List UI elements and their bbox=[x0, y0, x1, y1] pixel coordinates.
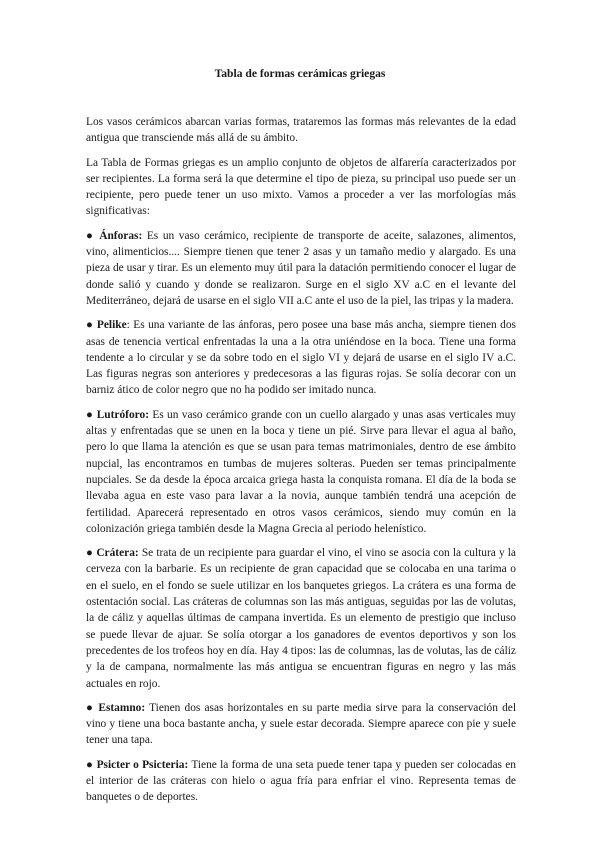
intro-paragraph: Los vasos cerámicos abarcan varias formas, trataremos las formas más relevantes de la edad antigua que transciende más allá de su ámbito. bbox=[86, 116, 516, 145]
section-term: Psicter o Psicteria: bbox=[96, 758, 189, 771]
section-cratera bbox=[86, 545, 516, 692]
section-text: Tienen dos asas horizontales en su parte media sirve para la conservación del vino y tiene una boca bastante ancha, y suele estar decorada. Siempre aparece con pie y suele tener una tapa. bbox=[86, 701, 516, 747]
section-term: Ánforas: bbox=[99, 229, 143, 242]
section-lutroforo bbox=[86, 407, 516, 537]
section-term: Lutróforo: bbox=[96, 408, 149, 421]
section-text: Es un vaso cerámico grande con un cuello alargado y unas asas verticales muy altas y enfrentadas que se unen en la boca y tiene un pié. Sirve para llevar el agua al baño, pero lo que llama la atención es que se usan para temas matrimoniales, dentro de ese ámbito nupcial, las encontramos en tumbas de mujeres solteras. Pueden ser temas principalmente nupciales. Se da desde la época arcaica griega hasta la conquista romana. El día de la boda se llevaba agua en este vaso para lavar a la novia, aunque también tendrá una acepción de fertilidad. Aparecerá representado en otros vasos cerámicos, siendo muy común en la colonización griega también desde la Magna Grecia al periodo helenístico. bbox=[86, 408, 516, 535]
section-term: Pelike bbox=[96, 319, 127, 332]
bullet-icon: ● bbox=[86, 229, 95, 242]
section-term: Crátera: bbox=[96, 547, 139, 560]
section-text: : Es una variante de las ánforas, pero posee una base más ancha, siempre tienen dos asas de tenencia vertical enfrentadas la una a la otra uniéndose en la boca. Tiene una forma tendente a lo circular y se da sobre todo en el siglo VI y dejará de usarse en el siglo IV a.C. Las figuras negras son anteriores y predecesoras a las figuras rojas. Se solía decorar con un barniz ático de color negro que no ha podido ser imitado nunca. bbox=[86, 319, 516, 397]
section-text: Se trata de un recipiente para guardar el vino, el vino se asocia con la cultura y la cerveza con la barbarie. Es un recipiente de gran capacidad que se colocaba en una tarima o en el suelo, en el fondo se suele utilizar en los banquetes griegos. La crátera es una forma de ostentación social. Las cráteras de columnas son las más antiguas, seguidas por las de volutas, la de cáliz y aquellas últimas de campana invertida. Es un elemento de prestigio que incluso se puede llevar de ajuar. Se solía otorgar a los ganadores de eventos deportivos y son los precedentes de los trofeos hoy en día. Hay 4 tipos: las de columnas, las de volutas, las de cáliz y la de campana, normalmente las más antigua se encuentran figuras en negro y las más actuales en rojo. bbox=[86, 547, 516, 690]
bullet-icon: ● bbox=[86, 319, 94, 332]
section-text: Es un vaso cerámico, recipiente de transporte de aceite, salazones, alimentos, vino, alimenticios.... Siempre tienen que tener 2 asas y un tamaño medio y alargado. Es una pieza de usar y tirar. Es un elemento muy útil para la datación permitiendo conocer el lugar de donde salió y cuando y donde se realizaron. Surge en el siglo XV a.C en el levante del Mediterráneo, dejará de usarse en el siglo VII a.C ante el uso de la piel, las tripas y la madera. bbox=[86, 229, 516, 307]
document-title: Tabla de formas cerámicas griegas bbox=[214, 67, 386, 80]
bullet-icon: ● bbox=[86, 701, 95, 714]
section-psicter bbox=[86, 757, 516, 806]
section-estamno bbox=[86, 700, 516, 749]
bullet-icon: ● bbox=[86, 547, 94, 560]
bullet-icon: ● bbox=[86, 758, 94, 771]
section-anforas bbox=[86, 228, 516, 309]
section-term: Estamno: bbox=[98, 701, 146, 714]
section-text: Tiene la forma de una seta puede tener tapa y pueden ser colocadas en el interior de las cráteras con hielo o agua fría para enfriar el vino. Representa temas de banquetes o de deportes. bbox=[86, 758, 516, 804]
document-body bbox=[86, 114, 516, 814]
bullet-icon: ● bbox=[86, 408, 94, 421]
section-pelike bbox=[86, 317, 516, 398]
intro-paragraph: La Tabla de Formas griegas es un amplio conjunto de objetos de alfarería caracterizados por ser recipientes. La forma será la que determine el tipo de pieza, su principal uso puede ser un recipiente, pero puede tener un uso mixto. Vamos a proceder a ver las morfologías más significativas: bbox=[86, 156, 516, 218]
